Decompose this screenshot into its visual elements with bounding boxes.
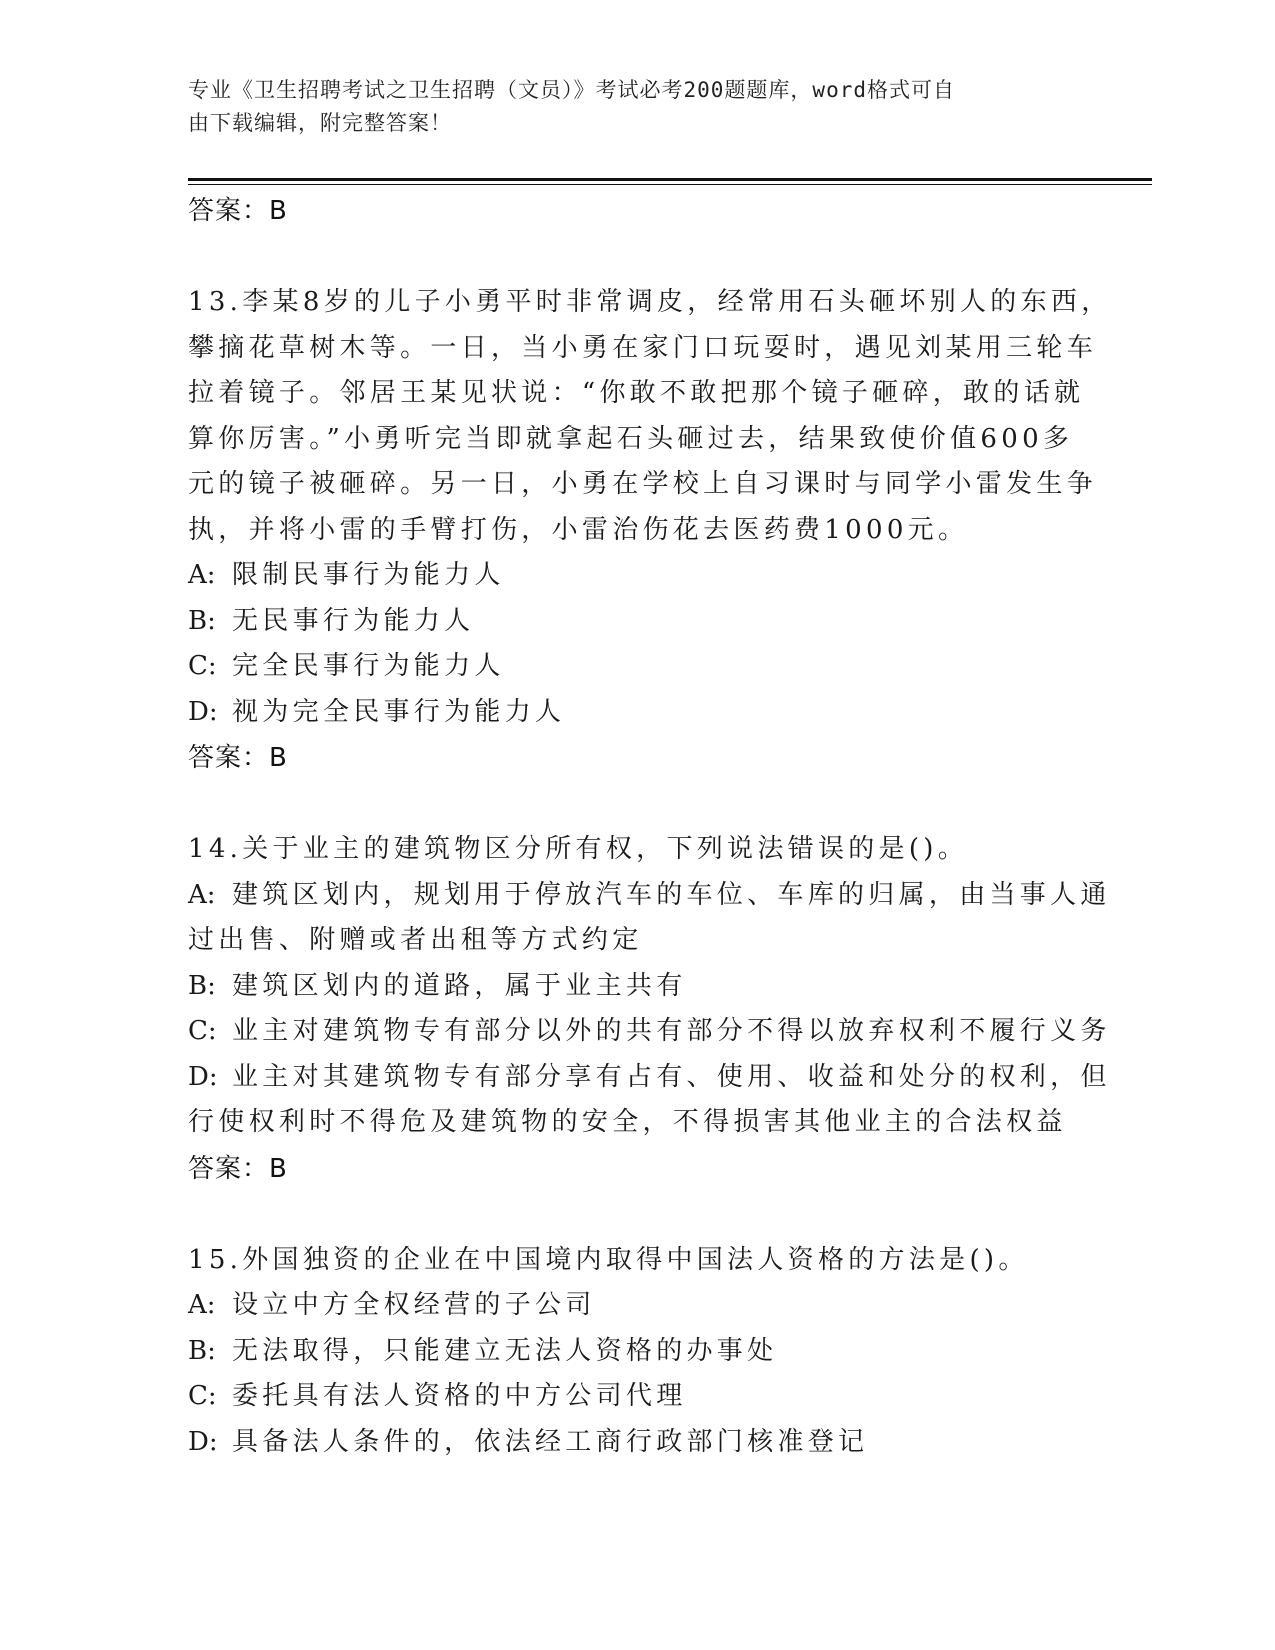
option-line xyxy=(188,1420,1088,1466)
option-line xyxy=(188,599,1088,645)
option-letter: A: xyxy=(188,560,216,590)
option-letter: A: xyxy=(188,879,216,910)
option-letter: A: xyxy=(188,1290,216,1320)
option-letter: D: xyxy=(188,1426,218,1457)
option-text: 设立中方全权经营的子公司 xyxy=(232,1290,596,1320)
question-stem-line: 拉着镜子。邻居王某见状说：“你敢不敢把那个镜子砸碎，敢的话就 xyxy=(188,378,1085,408)
option-letter: D: xyxy=(188,1061,218,1092)
option-text: 业主对其建筑物专有部分享有占有、使用、收益和处分的权利，但 xyxy=(232,1061,1111,1092)
answer-label: 答案：B xyxy=(188,196,288,226)
option-text: 建筑区划内的道路，属于业主共有 xyxy=(232,970,687,1001)
option-line xyxy=(188,918,1088,964)
answer-label: 答案：B xyxy=(188,743,288,773)
question-stem-line: 14.关于业主的建筑物区分所有权，下列说法错误的是()。 xyxy=(188,834,969,864)
option-text: 无法取得，只能建立无法人资格的办事处 xyxy=(232,1335,778,1366)
option-line xyxy=(188,1374,1088,1420)
question-block xyxy=(188,827,1111,1192)
question-block xyxy=(188,1238,1088,1466)
option-line xyxy=(188,690,1088,736)
question-stem-line: 元的镜子被砸碎。另一日，小勇在学校上自习课时与同学小雷发生争 xyxy=(188,469,1098,499)
option-line xyxy=(188,1283,1088,1329)
option-letter: C: xyxy=(188,1381,217,1411)
question-stem-line: 15.外国独资的企业在中国境内取得中国法人资格的方法是()。 xyxy=(188,1244,1029,1275)
option-letter: C: xyxy=(188,651,217,681)
option-letter: D: xyxy=(188,696,218,727)
option-text: 具备法人条件的，依法经工商行政部门核准登记 xyxy=(232,1426,869,1457)
option-text: 行使权利时不得危及建筑物的安全，不得损害其他业主的合法权益 xyxy=(188,1107,1067,1137)
answer-label: 答案：B xyxy=(188,1153,288,1184)
header-line: 专业《卫生招聘考试之卫生招聘（文员）》考试必考200题题库，word格式可自 xyxy=(188,78,955,102)
option-line xyxy=(188,873,1111,919)
document-header xyxy=(188,74,1068,140)
header-rule-thin xyxy=(188,184,1152,185)
option-line xyxy=(188,1100,1088,1146)
option-line xyxy=(188,553,1088,599)
option-text: 建筑区划内，规划用于停放汽车的车位、车库的归属，由当事人通 xyxy=(232,879,1111,910)
option-line xyxy=(188,644,1088,690)
option-letter: B: xyxy=(188,605,216,636)
option-letter: B: xyxy=(188,970,216,1001)
option-line xyxy=(188,1329,1088,1375)
option-line xyxy=(188,1055,1111,1101)
question-block xyxy=(188,280,1112,781)
option-text: 无民事行为能力人 xyxy=(232,605,475,636)
option-text: 委托具有法人资格的中方公司代理 xyxy=(232,1381,687,1411)
option-text: 业主对建筑物专有部分以外的共有部分不得以放弃权利不履行义务 xyxy=(232,1016,1111,1046)
header-line: 由下载编辑，附完整答案！ xyxy=(188,111,452,135)
question-list xyxy=(188,280,1112,1465)
option-line xyxy=(188,964,1088,1010)
option-letter: C: xyxy=(188,1016,217,1046)
question-stem-line: 执，并将小雷的手臂打伤，小雷治伤花去医药费1000元。 xyxy=(188,514,969,545)
option-text: 限制民事行为能力人 xyxy=(232,560,505,590)
question-stem-line: 13.李某8岁的儿子小勇平时非常调皮，经常用石头砸坏别人的东西， xyxy=(188,287,1112,317)
option-letter: B: xyxy=(188,1335,216,1366)
option-line xyxy=(188,1009,1111,1055)
question-content xyxy=(188,188,1112,1465)
option-text: 完全民事行为能力人 xyxy=(232,651,505,681)
header-rule-thick xyxy=(188,178,1152,181)
option-text: 过出售、附赠或者出租等方式约定 xyxy=(188,925,643,955)
question-stem-line: 攀摘花草树木等。一日，当小勇在家门口玩耍时，遇见刘某用三轮车 xyxy=(188,332,1098,363)
option-text: 视为完全民事行为能力人 xyxy=(232,696,566,727)
question-stem-line: 算你厉害。”小勇听完当即就拿起石头砸过去，结果致使价值600多 xyxy=(188,423,1074,454)
